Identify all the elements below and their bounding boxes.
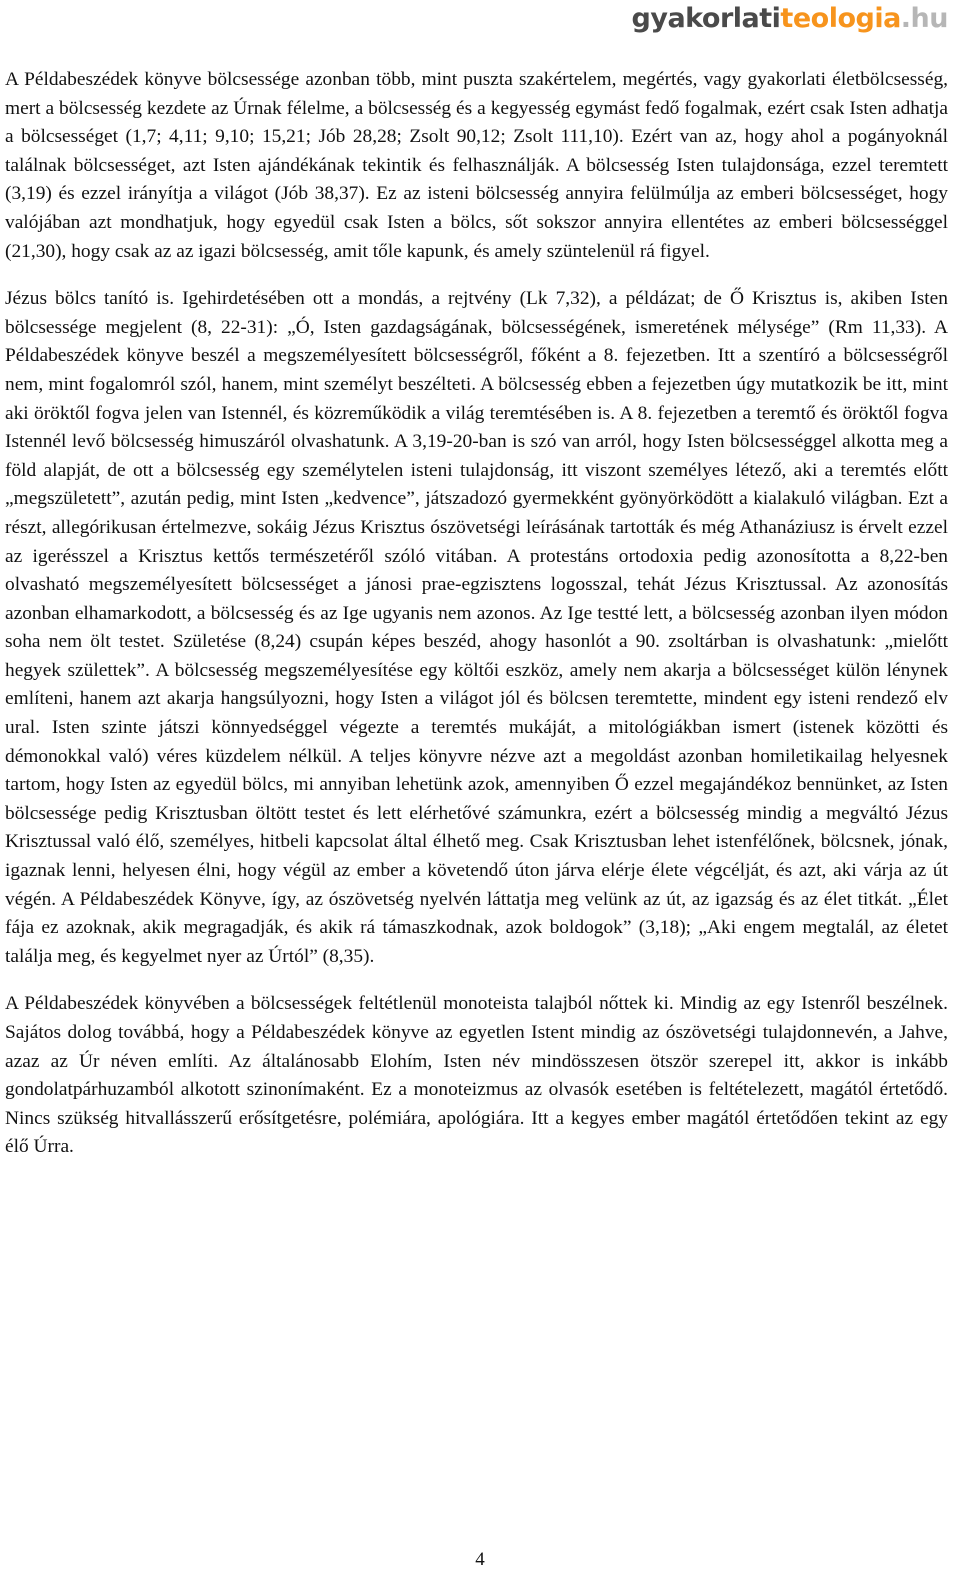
paragraph-wisdom-of-proverbs: A Példabeszédek könyve bölcsessége azonban több, mint puszta szakértelem, megértés, vagy gyakorlati életbölcsesség, mert a bölcsesség kezdete az Úrnak félelme, a bölcsesség és a kegyesség egymást fedő fogalmak, ezért csak Isten adhatja a bölcsességet (1,7; 4,11; 9,10; 15,21; Jób 28,28; Zsolt 90,12; Zsolt 111,10). Ezért van az, hogy ahol a pogányoknál találnak bölcsességet, azt Isten ajándékának tekintik és felhasználják. A bölcsesség Isten tulajdonsága, ezzel teremtett (3,19) és ezzel irányítja a világot (Jób 38,37). Ez az isteni bölcsesség annyira felülmúlja az emberi bölcsességet, hogy valójában azt mondhatjuk, hogy egyedül csak Isten a bölcs, sőt sokszor annyira ellentétes az emberi bölcsességgel (21,30), hogy csak az az igazi bölcsesség, amit tőle kapunk, és amely szüntelenül rá figyel. (5, 69, 948, 262)
logo-text-accent: teologia (780, 3, 901, 34)
site-logo (632, 2, 948, 36)
document-body (5, 66, 948, 1181)
paragraph-jesus-teacher: Jézus bölcs tanító is. Igehirdetésében ott a mondás, a rejtvény (Lk 7,32), a példázat; de Ő Krisztus is, akiben Isten bölcsessége megjelent (8, 22-31): „Ó, Isten gazdagságának, bölcsességének, ismeretének mélysége” (Rm 11,33). A Példabeszédek könyve beszél a megszemélyesített bölcsességről, főként a 8. fejezetben. Itt a szentíró a bölcsességről nem, mint fogalomról szól, hanem, mint személyt beszélteti. A bölcsesség ebben a fejezetben úgy mutatkozik be itt, mint aki öröktől fogva jelen van Istennél, és közreműködik a világ teremtésében is. A 8. fejezetben a teremtő és öröktől fogva Istennél levő bölcsesség himuszáról olvashatunk. A 3,19-20-ban is szó van arról, hogy Isten bölcsességgel alkotta meg a föld alapját, de ott a bölcsesség egy személytelen isteni tulajdonság, itt viszont személyes létező, aki a teremtés előtt „megszületett”, azután pedig, mint Isten „kedvence”, játszadozó gyermekként gyönyörködött a kialakuló világban. Ezt a részt, allegórikusan értelmezve, sokáig Jézus Krisztus ószövetségi leírásának tartották és még Athanáziusz is érvelt ezzel az igerésszel a Krisztus kettős természetéről szóló vitában. A protestáns ortodoxia pedig azonosította a 8,22-ben olvasható megszemélyesített bölcsességet a jánosi prae-egzisztens logosszal, tehát Jézus Krisztussal. Az azonosítás azonban elhamarkodott, a bölcsesség és az Ige ugyanis nem azonos. Az Ige testté lett, a bölcsesség azonban ilyen módon soha nem ölt testet. Születése (8,24) csupán képes beszéd, ahogy hasonlót a 90. zsoltárban is olvashatunk: „mielőtt hegyek születtek”. A bölcsesség megszemélyesítése egy költői eszköz, amely nem akarja a bölcsességet külön lénynek említeni, hanem azt akarja hangsúlyozni, hogy Isten a világot jól és bölcsen teremtette, mindent egy isteni rendező elv ural. Isten szinte játszi könnyedséggel végezte a teremtés mukáját, a mitológiákban ismert (istenek közötti és démonokkal való) véres küzdelem nélkül. A teljes könyvre nézve azt a megoldást azonban homiletikailag helyesnek tartom, hogy Isten az egyedül bölcs, mi annyiban lehetünk azok, amennyiben Ő ezzel megajándékoz bennünket, az Isten bölcsessége pedig Krisztusban öltött testet és lett elérhetővé számunkra, ezért a bölcsesség mindig a megváltó Jézus Krisztussal való élő, személyes, hitbeli kapcsolat által élhető meg. Csak Krisztusban lehet istenfélőnek, bölcsnek, jónak, igaznak lenni, helyesen élni, hogy végül az ember a követendő úton járva elérje élete végcélját, és azt, aki várja az út végén. A Példabeszédek Könyve, így, az ószövetség nyelvén láttatja meg velünk az út, az igazság és az élet titkát. „Élet fája ez azoknak, akik megragadják, és akik rá támaszkodnak, azok boldogok” (3,18); „Aki engem megtalál, az életet találja meg, és kegyelmet nyer az Úrtól” (8,35). (5, 288, 948, 967)
page-number: 4 (475, 1549, 485, 1570)
paragraph-monotheism: A Példabeszédek könyvében a bölcsességek feltétlenül monoteista talajból nőttek ki. Mindig az egy Istenről beszélnek. Sajátos dolog továbbá, hogy a Példabeszédek könyve az egyetlen Istent mindig az ószövetségi tulajdonnevén, a Jahve, azaz az Úr néven említi. Az általánosabb Elohím, Isten név mindösszesen ötször szerepel itt, akkor is inkább gondolatpárhuzamból alkotott szinonímaként. Ez a monoteizmus az olvasók esetében is feltételezett, magától értetődő. Nincs szükség hitvallásszerű erősítgetésre, polémiára, apológiára. Itt a kegyes ember magától értetődően tekint az egy élő Úrra. (5, 993, 948, 1158)
logo-text-domain: .hu (900, 3, 948, 34)
logo-text-primary: gyakorlati (631, 3, 781, 34)
